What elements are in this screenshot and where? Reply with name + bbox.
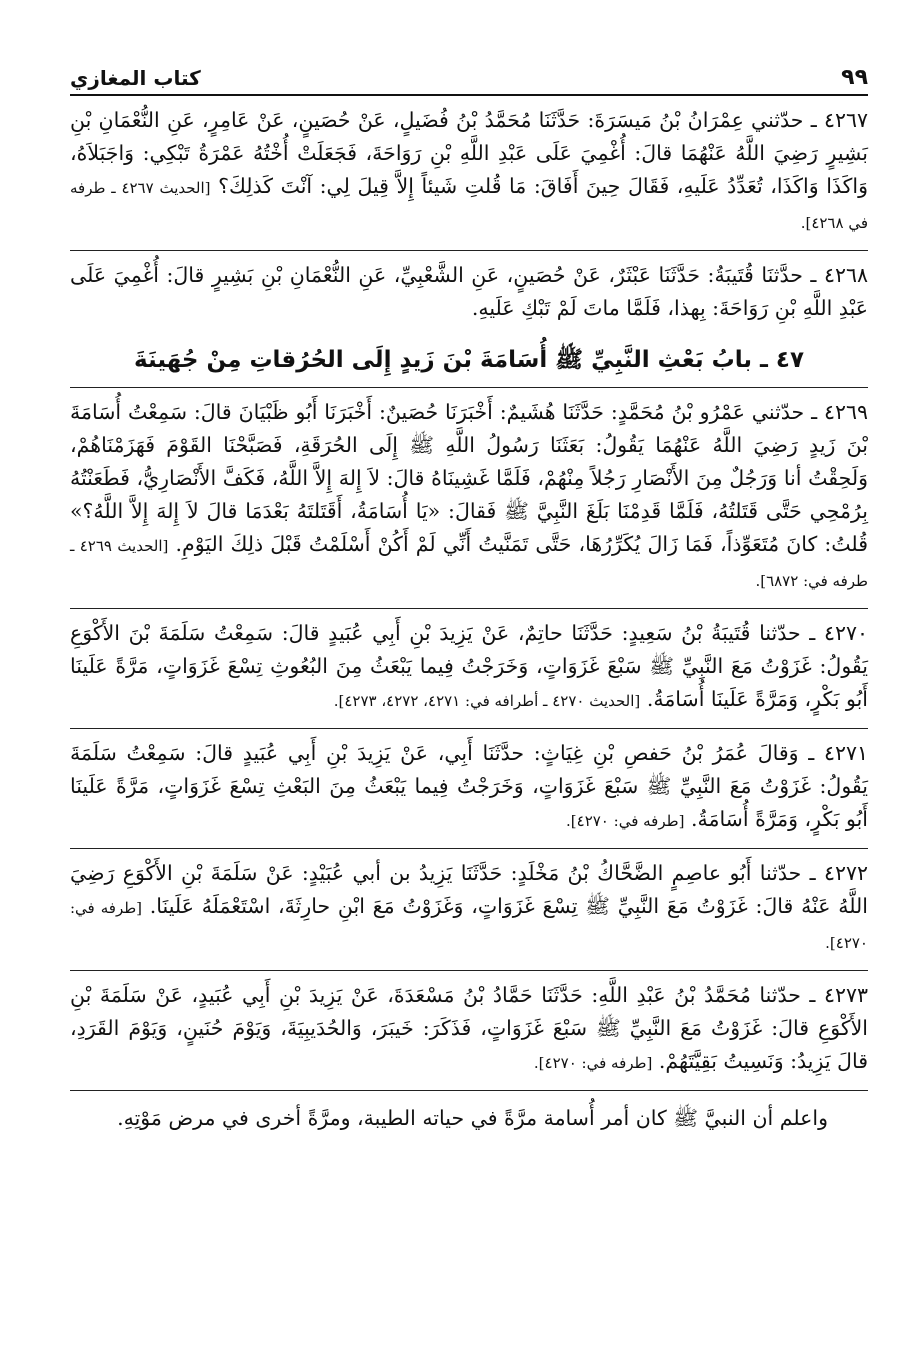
hadith-text: ٤٢٦٧ ـ حدّثني عِمْرَانُ بْنُ مَيسَرَةَ: حَدَّثَنَا مُحَمَّدُ بْنُ فُضَيلٍ، عَنْ حُصَينٍ، عَنْ عَامِرٍ، عَنِ النُّعْمَانِ بْنِ بَشِيرٍ رَضِيَ اللَّهُ عَنْهُمَا قالَ: أُغْمِيَ عَلَى عَبْدِ اللَّهِ بْنِ رَوَاحَةَ، فَجَعَلَتْ أُخْتُهُ عَمْرَةُ تَبْكِي: وَاجَبَلاَهُ، وَاكَذَا وَاكَذَا، تُعَدِّدُ عَلَيهِ، فَقَالَ حِينَ أَفَاقَ: مَا قُلتِ شَيئاً إِلاَّ قِيلَ لِي: آنْتَ كَذلِكَ؟ [70, 108, 868, 198]
separator-line [70, 848, 868, 849]
hadith-reference: [الحديث ٤٢٧٠ ـ أطرافه في: ٤٢٧١، ٤٢٧٢، ٤٢٧٣]. [333, 692, 641, 710]
separator-line [70, 728, 868, 729]
hadith-4267 [70, 104, 868, 250]
hadith-text: ٤٢٧٢ ـ حدّثنا أَبُو عاصِمٍ الضَّحَّاكُ بْنُ مَخْلَدٍ: حَدَّثَنَا يَزِيدُ بن أبي عُبَيْدٍ: عَنْ سَلَمَةَ بْنِ الأَكْوَعِ رَضِيَ اللَّهُ عَنْهُ قالَ: غَزَوْتُ مَعَ النَّبِيِّ ﷺ تِسْعَ غَزَوَاتٍ، وَغَزَوْتُ مَعَ ابْنِ حارِثَةَ، اسْتَعْمَلَهُ عَلَينَا. [70, 861, 868, 918]
hadith-4272 [70, 857, 868, 970]
book-title: كتاب المغازي [70, 66, 201, 90]
separator-line [70, 250, 868, 251]
hadith-4271 [70, 737, 868, 848]
separator-line [70, 387, 868, 388]
hadith-text: ٤٢٧٣ ـ حدّثنا مُحَمَّدُ بْنُ عَبْدِ اللَّهِ: حَدَّثَنَا حَمَّادُ بْنُ مَسْعَدَةَ، عَنْ يَزِيدَ بْنِ أَبِي عُبَيدٍ، عَنْ سَلَمَةَ بْنِ الأَكْوَعِ قالَ: غَزَوْتُ مَعَ النَّبِيِّ ﷺ سَبْعَ غَزَوَاتٍ، فَذَكَرَ: خَيبَرَ، وَالحُدَيبِيَةَ، وَيَوْمَ حُنَينٍ، وَيَوْمَ القَرَدِ، قالَ يَزِيدُ: وَنَسِيتُ بَقِيَّتَهُمْ. [70, 983, 868, 1073]
hadith-text: ٤٢٦٨ ـ حدَّثنَا قُتَيبَةُ: حَدَّثَنَا عَبْثَرٌ، عَنْ حُصَينٍ، عَنِ الشَّعْبِيِّ، عَنِ النُّعْمَانِ بْنِ بَشِيرٍ قالَ: أُغْمِيَ عَلَى عَبْدِ اللَّهِ بْنِ رَوَاحَةَ: بِهذا، فَلَمَّا ماتَ لَمْ تَبْكِ عَلَيهِ. [70, 263, 868, 320]
separator-line [70, 1090, 868, 1091]
hadith-reference: [طرفه في: ٤٢٧٠]. [566, 812, 685, 830]
hadith-4273 [70, 979, 868, 1090]
separator-line [70, 608, 868, 609]
header-rule [70, 94, 868, 96]
page-content [70, 104, 868, 1137]
hadith-4270 [70, 617, 868, 728]
hadith-reference: [طرفه في: ٤٢٧٠]. [533, 1054, 653, 1072]
hadith-text: ٤٢٧٠ ـ حدّثنا قُتَيبَةُ بْنُ سَعِيدٍ: حَدَّثَنَا حاتِمٌ، عَنْ يَزِيدَ بْنِ أَبِي عُبَيدٍ قالَ: سَمِعْتُ سَلَمَةَ بْنَ الأَكْوَعِ يَقُولُ: غَزَوْتُ مَعَ النَّبِيِّ ﷺ سَبْعَ غَزَوَاتٍ، وَخَرَجْتُ فِيما يَبْعَثُ مِنَ البُعُوثِ تِسْعَ غَزَوَاتٍ، مَرَّةً عَلَينَا أَبُو بَكْرٍ، وَمَرَّةً عَلَينَا أُسَامَةُ. [70, 621, 868, 711]
page-number: ٩٩ [841, 65, 868, 90]
hadith-4268 [70, 259, 868, 335]
hadith-4269 [70, 396, 868, 608]
chapter-heading: ٤٧ ـ بابُ بَعْثِ النَّبِيِّ ﷺ أُسَامَةَ بْنَ زَيدٍ إِلَى الحُرُقاتِ مِنْ جُهَينَةَ [134, 347, 804, 373]
hadith-reference: [الحديث ٤٢٦٧ ـ طرفه في ٤٢٦٨]. [70, 179, 868, 232]
separator-line [70, 970, 868, 971]
hadith-reference: [الحديث ٤٢٦٩ ـ طرفه في: ٦٨٧٢]. [70, 537, 868, 590]
hadith-text: ٤٢٦٩ ـ حدّثني عَمْرُو بْنُ مُحَمَّدٍ: حَدَّثَنَا هُشَيمٌ: أَخْبَرَنَا حُصَينٌ: أَخْبَرَنَا أَبُو ظَبْيَانَ قالَ: سَمِعْتُ أُسَامَةَ بْنَ زَيدٍ رَضِيَ اللَّهُ عَنْهُمَا يَقُولُ: بَعَثَنَا رَسُولُ اللَّهِ ﷺ إِلَى الحُرَقَةِ، فَصَبَّحْنَا القَوْمَ فَهَزَمْنَاهُمْ، وَلَحِقْتُ أنا وَرَجُلٌ مِنَ الأَنْصَارِ رَجُلاً مِنْهُمْ، فَلَمَّا غَشِينَاهُ قالَ: لاَ إِلهَ إِلاَّ اللَّهُ، فَكَفَّ الأَنْصَارِيُّ، فَطَعَنْتُهُ بِرُمْحِي حَتَّى قَتَلتُهُ، فَلَمَّا قَدِمْنَا بَلَغَ النَّبِيَّ ﷺ فَقالَ: «يَا أُسَامَةُ، أَقَتَلتَهُ بَعْدَمَا قالَ لاَ إِلهَ إِلاَّ اللَّهُ؟» قُلتُ: كانَ مُتَعَوِّذاً، فَمَا زَالَ يُكَرِّرُهَا، حَتَّى تَمَنَّيتُ أَنِّي لَمْ أَكُنْ أَسْلَمْتُ قَبْلَ ذلِكَ اليَوْمِ. [70, 400, 868, 556]
hadith-reference: [طرفه في: ٤٢٧٠]. [70, 899, 868, 952]
running-head [70, 52, 868, 90]
hadith-text: ٤٢٧١ ـ وَقالَ عُمَرُ بْنُ حَفصِ بْنِ غِيَاثٍ: حدَّثَنَا أَبِي، عَنْ يَزِيدَ بْنِ أَبِي عُبَيدٍ قالَ: سَمِعْتُ سَلَمَةَ يَقُولُ: غَزَوْتُ مَعَ النَّبِيِّ ﷺ سَبْعَ غَزَوَاتٍ، وَخَرَجْتُ فِيما يَبْعَثُ مِنَ البَعْثِ تِسْعَ غَزَوَاتٍ، مَرَّةً عَلَينَا أَبُو بَكْرٍ، وَمَرَّةً أُسَامَةُ. [70, 741, 868, 831]
closing-note: واعلم أن النبيَّ ﷺ كان أمر أُسامة مرَّةً في حياته الطيبة، ومرَّةً أخرى في مرض مَوْتِهِ. [117, 1106, 828, 1130]
